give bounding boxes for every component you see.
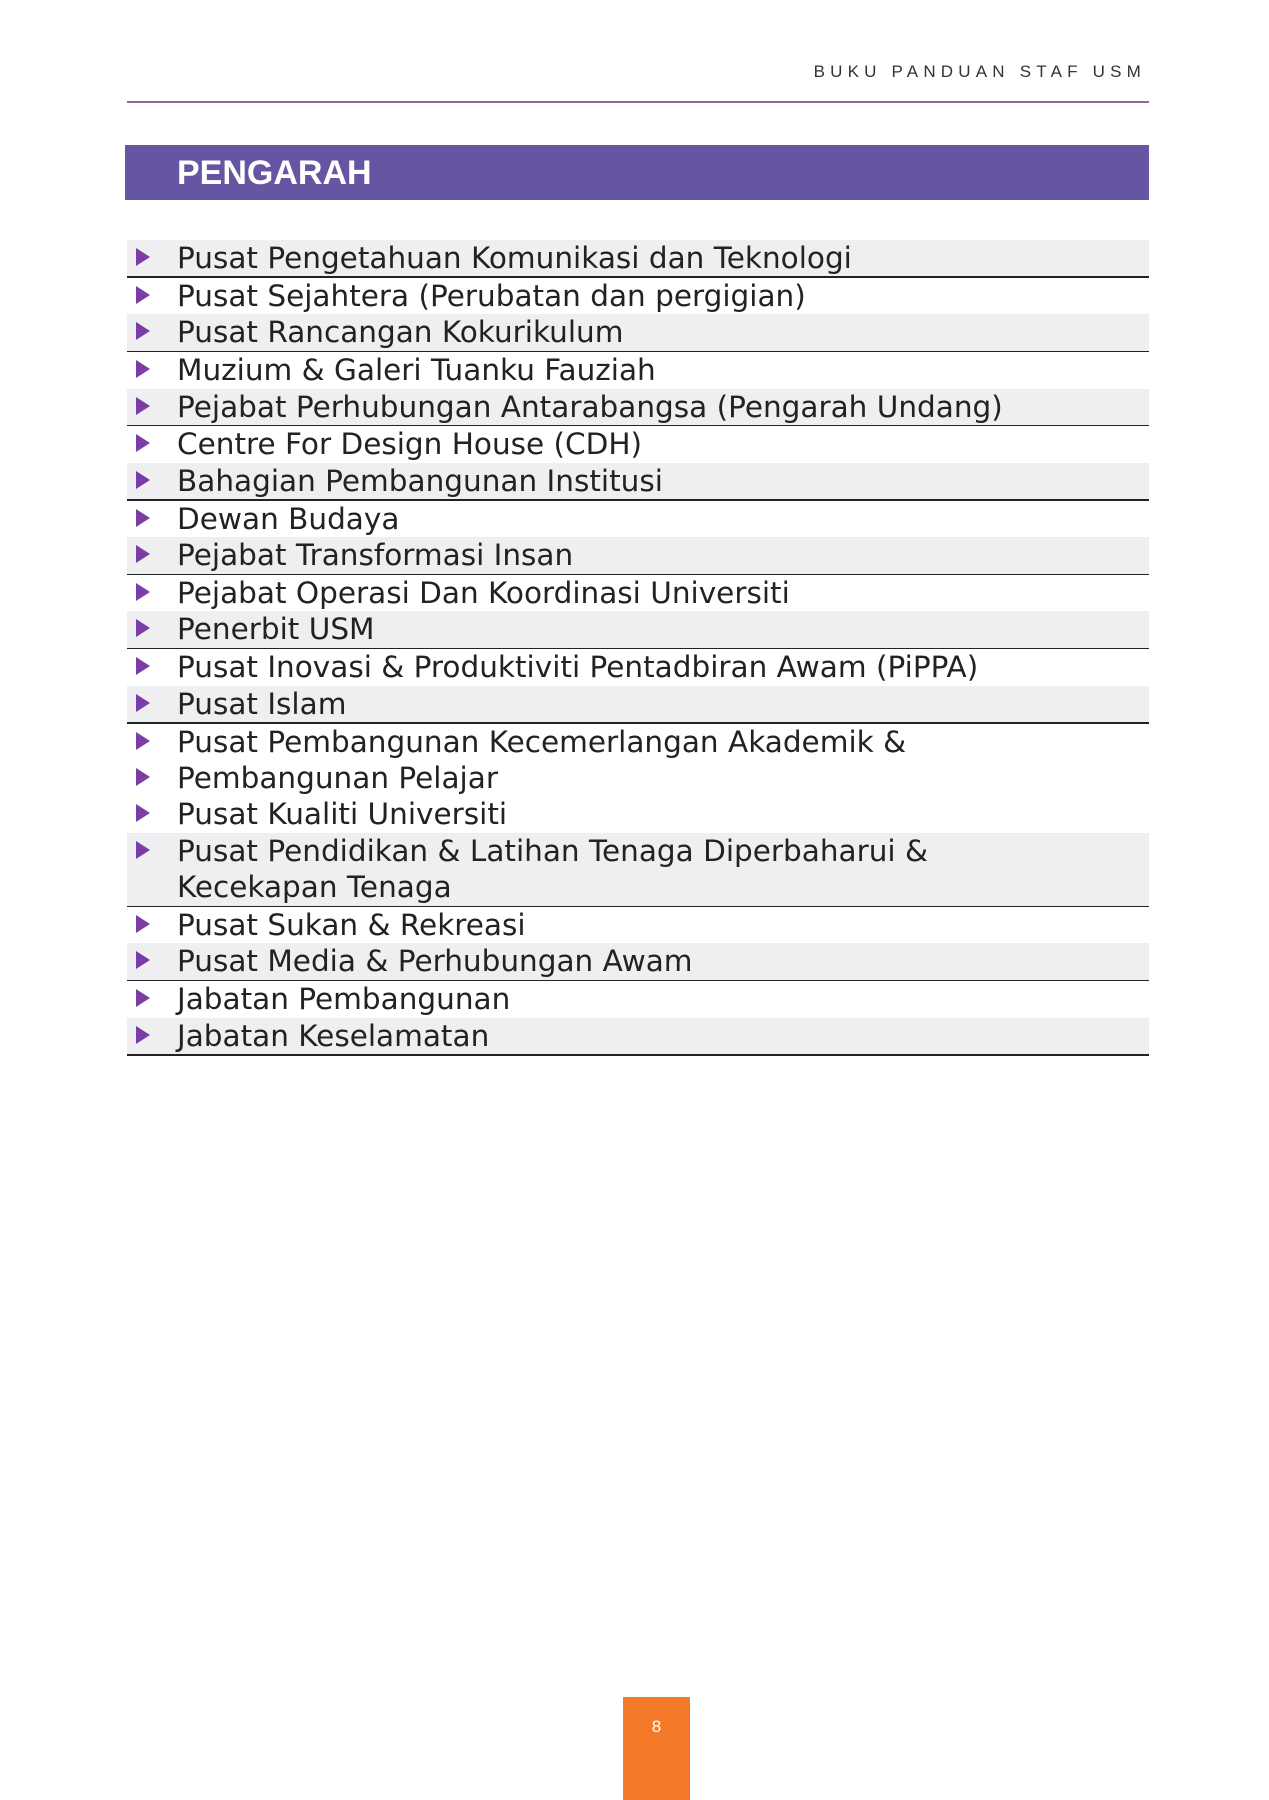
triangle-bullet-icon [136, 804, 150, 822]
section-banner [125, 145, 1149, 200]
list-item [127, 981, 1149, 1017]
list-item-label: Pusat Pendidikan & Latihan Tenaga Diperbaharui & [177, 833, 929, 868]
triangle-bullet-icon [136, 732, 150, 750]
list-item-label: Pusat Kualiti Universiti [177, 797, 508, 832]
list-item-label: Pusat Islam [177, 686, 347, 721]
list-item-label: Pusat Pengetahuan Komunikasi dan Teknologi [177, 241, 852, 275]
list-item [127, 426, 1149, 462]
triangle-bullet-icon [136, 1026, 150, 1044]
list-item-label: Bahagian Pembangunan Institusi [177, 463, 663, 498]
triangle-bullet-icon [136, 545, 150, 563]
triangle-bullet-icon [136, 768, 150, 786]
list-item-label: Pusat Sukan & Rekreasi [177, 908, 526, 943]
list-item [127, 463, 1149, 499]
list-item [127, 833, 1149, 906]
triangle-bullet-icon [136, 915, 150, 933]
list-item [127, 278, 1149, 314]
list-item-label: Centre For Design House (CDH) [177, 427, 643, 462]
list-item-label: Jabatan Keselamatan [177, 1018, 490, 1053]
list-item-label: Jabatan Pembangunan [177, 982, 511, 1017]
list-item-label: Dewan Budaya [177, 501, 400, 536]
list-item-label: Pusat Media & Perhubungan Awam [177, 944, 693, 979]
triangle-bullet-icon [136, 286, 150, 304]
triangle-bullet-icon [136, 471, 150, 489]
list-item-label: Penerbit USM [177, 612, 375, 647]
list-item [127, 943, 1149, 979]
triangle-bullet-icon [136, 951, 150, 969]
page-number: 8 [651, 1717, 662, 1736]
list-item [127, 611, 1149, 647]
triangle-bullet-icon [136, 657, 150, 675]
running-header: BUKU PANDUAN STAF USM [813, 62, 1146, 81]
list-item [127, 649, 1149, 685]
list-item [127, 240, 1149, 276]
triangle-bullet-icon [136, 694, 150, 712]
list-item [127, 501, 1149, 537]
list-item-label: Kecekapan Tenaga [177, 870, 452, 905]
list-item [127, 686, 1149, 722]
list-item-label: Pusat Pembangunan Kecemerlangan Akademik & [177, 724, 907, 759]
list-item [127, 796, 1149, 832]
list-item-label: Pembangunan Pelajar [177, 760, 498, 795]
list-item-label: Muzium & Galeri Tuanku Fauziah [177, 353, 656, 388]
triangle-bullet-icon [136, 322, 150, 340]
directory-list [127, 240, 1149, 1056]
triangle-bullet-icon [136, 360, 150, 378]
list-item [127, 575, 1149, 611]
list-item-label: Pejabat Operasi Dan Koordinasi Universiti [177, 576, 790, 611]
triangle-bullet-icon [136, 841, 150, 859]
list-item-label: Pusat Rancangan Kokurikulum [177, 315, 624, 350]
triangle-bullet-icon [136, 619, 150, 637]
triangle-bullet-icon [136, 583, 150, 601]
triangle-bullet-icon [136, 509, 150, 527]
list-item [127, 724, 1149, 797]
triangle-bullet-icon [136, 434, 150, 452]
list-item [127, 1018, 1149, 1054]
list-item [127, 352, 1149, 388]
triangle-bullet-icon [136, 397, 150, 415]
list-item [127, 314, 1149, 350]
list-item-label: Pusat Inovasi & Produktiviti Pentadbiran Awam (PiPPA) [177, 650, 979, 685]
list-item [127, 907, 1149, 943]
list-item-label: Pejabat Transformasi Insan [177, 538, 574, 573]
list-item [127, 537, 1149, 573]
section-title: PENGARAH [177, 154, 372, 192]
list-item [127, 389, 1149, 425]
header-divider [127, 101, 1149, 103]
list-item-label: Pusat Sejahtera (Perubatan dan pergigian) [177, 278, 806, 313]
list-item-label: Pejabat Perhubungan Antarabangsa (Pengarah Undang) [177, 389, 1003, 424]
triangle-bullet-icon [136, 248, 150, 266]
triangle-bullet-icon [136, 989, 150, 1007]
page-number-tab [623, 1697, 690, 1800]
